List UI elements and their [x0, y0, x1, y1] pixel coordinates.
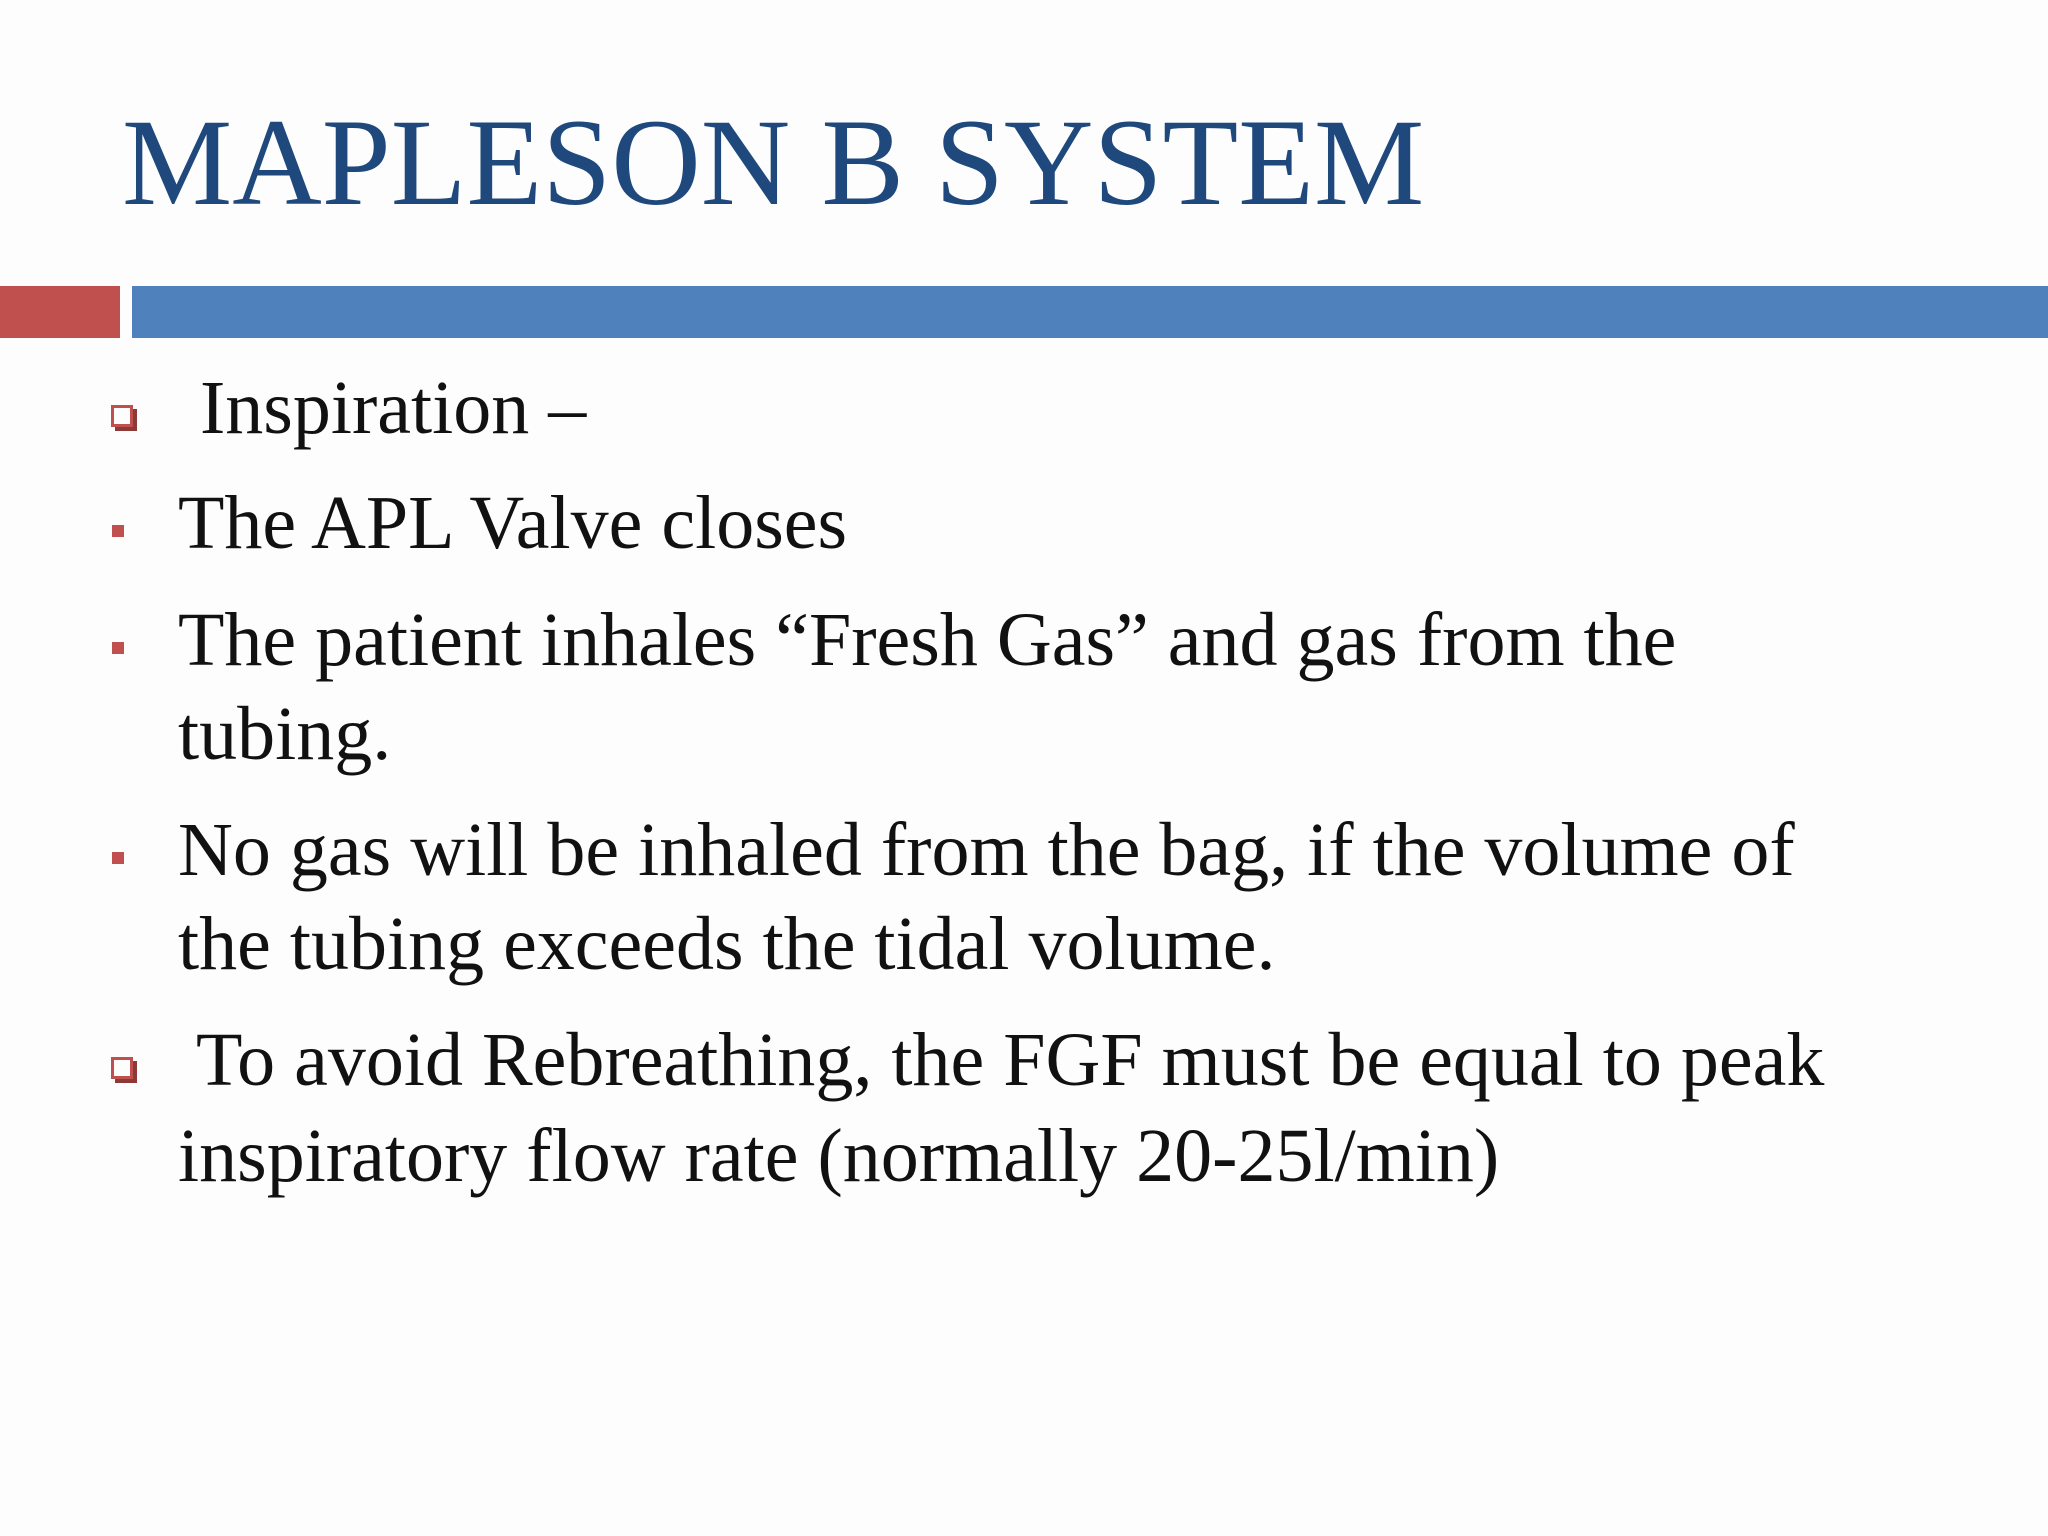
hollow-square-bullet-icon [111, 405, 133, 427]
accent-bar-blue [132, 286, 2048, 338]
slide-title: MAPLESON B SYSTEM [122, 94, 1425, 231]
hollow-square-bullet-icon [111, 1057, 133, 1079]
square-bullet-icon [112, 852, 124, 864]
accent-bar-red [0, 286, 120, 338]
bullet-text: The APL Valve closes [178, 481, 848, 565]
bullet-text: Inspiration – [200, 366, 587, 450]
bullet-text-line-1: The patient inhales “Fresh Gas” and gas from the [178, 598, 1677, 682]
bullet-text-line-1: No gas will be inhaled from the bag, if the volume of [178, 808, 1795, 892]
square-bullet-icon [112, 642, 124, 654]
bullet-text-line-1: To avoid Rebreathing, the FGF must be equal to peak [196, 1018, 1825, 1102]
bullet-text-line-2: inspiratory flow rate (normally 20-25l/min) [178, 1114, 1500, 1198]
bullet-text-line-2: tubing. [178, 692, 392, 776]
square-bullet-icon [112, 525, 124, 537]
bullet-text-line-2: the tubing exceeds the tidal volume. [178, 902, 1276, 986]
